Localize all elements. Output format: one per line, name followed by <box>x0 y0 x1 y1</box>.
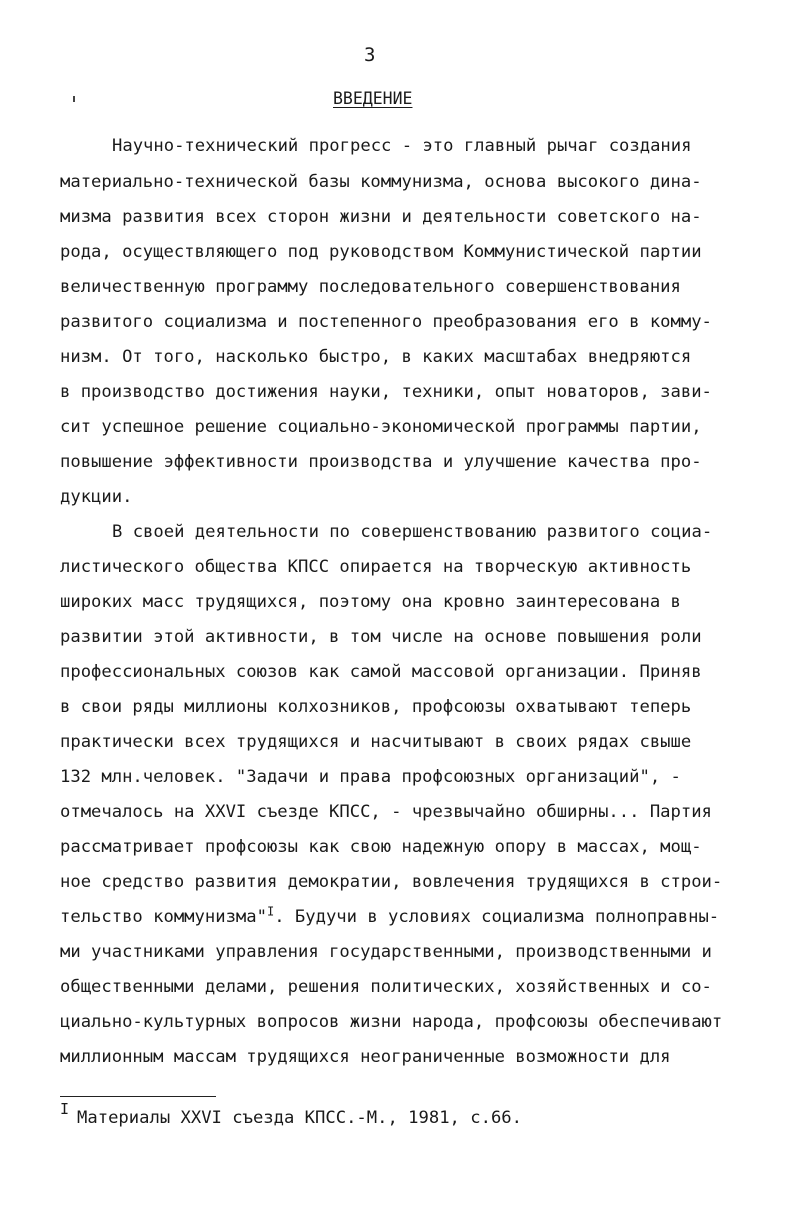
text-line-with-footnote <box>60 905 719 929</box>
text-line: дукции. <box>60 487 133 507</box>
text-line: повышение эффективности производства и улучшение качества про- <box>60 452 702 472</box>
text-line: величественную программу последовательного совершенствования <box>60 277 681 297</box>
footnote <box>60 1100 522 1130</box>
text-line: рода, осуществляющего под руководством Коммунистической партии <box>60 242 702 262</box>
text-line: в производство достижения науки, техники, опыт новаторов, зави- <box>60 382 712 402</box>
margin-mark <box>73 96 75 102</box>
text-line: циально-культурных вопросов жизни народа, профсоюзы обеспечивают <box>60 1012 723 1032</box>
section-title: ВВЕДЕНИЕ <box>333 89 413 108</box>
text-line-head: тельство коммунизма" <box>60 907 267 927</box>
text-line: мизма развития всех сторон жизни и деятельности советского на- <box>60 207 702 227</box>
text-line: листического общества КПСС опирается на творческую активность <box>60 557 692 577</box>
text-line: развитого социализма и постепенного преобразования его в комму- <box>60 312 712 332</box>
text-line: профессиональных союзов как самой массовой организации. Приняв <box>60 662 702 682</box>
text-line: широких масс трудящихся, поэтому она кровно заинтересована в <box>60 592 681 612</box>
text-line: общественными делами, решения политических, хозяйственных и со- <box>60 977 712 997</box>
text-line: миллионным массам трудящихся неограниченные возможности для <box>60 1047 671 1067</box>
text-line: 132 млн.человек. "Задачи и права профсоюзных организаций", - <box>60 767 681 787</box>
page-number: 3 <box>364 44 376 66</box>
text-line: отмечалось на XXVI съезде КПСС, - чрезвычайно обширны... Партия <box>60 802 712 822</box>
text-line: сит успешное решение социально-экономической программы партии, <box>60 417 702 437</box>
text-line: в свои ряды миллионы колхозников, профсоюзы охватывают теперь <box>60 697 692 717</box>
text-line: низм. От того, насколько быстро, в каких масштабах внедряются <box>60 347 692 367</box>
footnote-reference: I <box>266 904 275 919</box>
text-line: В своей деятельности по совершенствованию развитого социа- <box>112 522 713 542</box>
footnote-divider <box>60 1096 216 1097</box>
footnote-text: Материалы XXVI съезда КПСС.-М., 1981, с.66. <box>77 1108 522 1128</box>
text-line: материально-технической базы коммунизма, основа высокого дина- <box>60 172 702 192</box>
footnote-mark: I <box>60 1100 70 1118</box>
text-line: практически всех трудящихся и насчитывают в своих рядах свыше <box>60 732 692 752</box>
text-line: ми участниками управления государственными, производственными и <box>60 942 712 962</box>
text-line: развитии этой активности, в том числе на основе повышения роли <box>60 627 702 647</box>
text-line-tail: . Будучи в условиях социализма полноправны- <box>274 907 720 927</box>
text-line: Научно-технический прогресс - это главный рычаг создания <box>112 136 692 156</box>
text-line: ное средство развития демократии, вовлечения трудящихся в строи- <box>60 872 723 892</box>
text-line: рассматривает профсоюзы как свою надежную опору в массах, мощ- <box>60 837 702 857</box>
